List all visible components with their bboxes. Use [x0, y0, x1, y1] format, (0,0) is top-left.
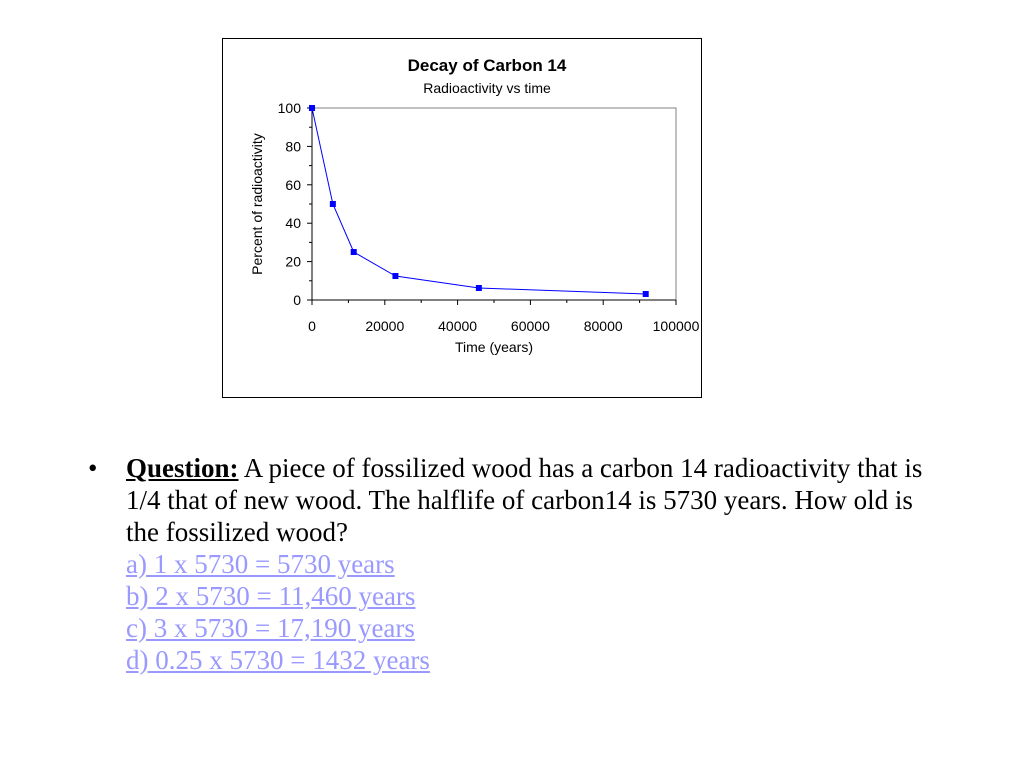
x-tick-label: 40000 — [438, 318, 478, 334]
y-tick-label: 80 — [285, 138, 301, 155]
decay-chart — [223, 39, 702, 398]
y-tick-label: 0 — [293, 292, 301, 308]
data-point — [392, 273, 398, 279]
y-axis-ticks — [278, 100, 312, 308]
question-body: A piece of fossilized wood has a carbon 14 radioactivity that is 1/4 that of new wood. The halflife of carbon14 is 5730 years. How old is the fossilized wood? — [126, 453, 923, 547]
data-point — [476, 285, 482, 291]
answer-a-link[interactable]: a) 1 x 5730 = 5730 years — [126, 549, 395, 579]
chart-subtitle: Radioactivity vs time — [423, 80, 551, 96]
x-axis-ticks — [308, 300, 699, 334]
x-axis-label: Time (years) — [454, 339, 534, 355]
answer-c-link[interactable]: c) 3 x 5730 = 17,190 years — [126, 613, 415, 643]
data-point — [643, 291, 649, 297]
question-text — [126, 452, 928, 676]
y-tick-label: 20 — [285, 253, 301, 270]
answer-b-link[interactable]: b) 2 x 5730 = 11,460 years — [126, 581, 416, 611]
y-tick-label: 100 — [277, 100, 301, 116]
bullet: • — [88, 453, 98, 483]
data-point — [309, 105, 315, 111]
x-tick-label: 100000 — [652, 318, 700, 334]
question-block — [88, 452, 928, 676]
x-tick-label: 60000 — [510, 318, 550, 334]
data-point — [351, 249, 357, 255]
chart-title: Decay of Carbon 14 — [407, 56, 567, 75]
question-label: Question: — [126, 453, 239, 483]
chart-frame — [222, 38, 702, 398]
x-tick-label: 80000 — [583, 318, 623, 334]
x-tick-label: 0 — [308, 318, 316, 334]
y-tick-label: 40 — [285, 215, 301, 232]
data-point — [330, 201, 336, 207]
y-axis-label: Percent of radioactivity — [249, 133, 265, 275]
y-tick-label: 60 — [285, 176, 301, 193]
x-tick-label: 20000 — [365, 318, 405, 334]
plot-area — [312, 108, 676, 300]
answer-d-link[interactable]: d) 0.25 x 5730 = 1432 years — [126, 645, 430, 675]
